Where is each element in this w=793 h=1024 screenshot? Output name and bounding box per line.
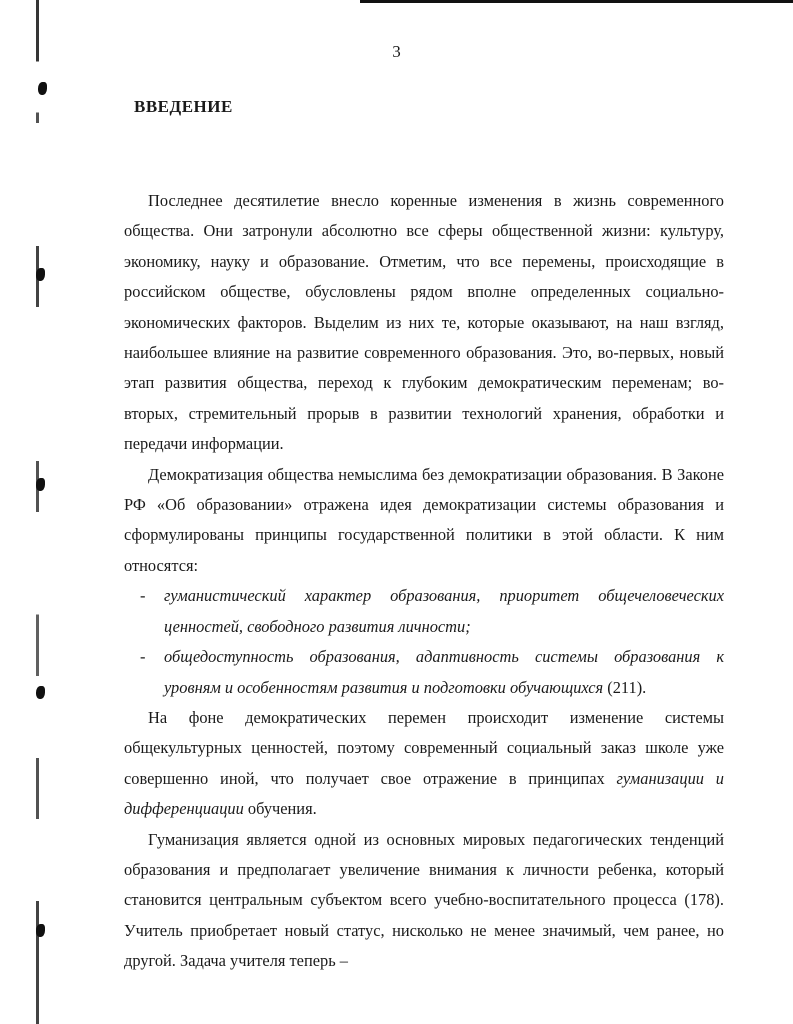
scan-blot bbox=[36, 924, 45, 937]
list-item bbox=[124, 581, 724, 642]
list-dash: - bbox=[140, 586, 146, 606]
scan-edge-left bbox=[36, 0, 39, 1024]
list-item bbox=[124, 642, 724, 703]
paragraph-italic: гуманизации и дифференциации bbox=[124, 768, 724, 819]
list-item-italic: общедоступность образования, адаптивность системы образования к уровням и особенностям развития и подготовки обучающихся bbox=[164, 647, 724, 697]
scan-blot bbox=[38, 82, 47, 95]
page-number: 3 bbox=[392, 42, 401, 61]
paragraph-tail: обучения. bbox=[243, 799, 317, 819]
paragraph-lead: На фоне демократических перемен происходит изменение системы общекультурных ценностей, поэтому современный социальный заказ школе уже совершенно иной, что получает свое отражение в принципах bbox=[124, 707, 724, 788]
document-body bbox=[124, 186, 724, 977]
paragraph: Последнее десятилетие внесло коренные изменения в жизнь современного общества. Они затронули абсолютно все сферы общественной жизни: культуру, экономику, науку и образование. Отметим, что все перемены, происходящие в российском обществе, обусловлены рядом вполне определенных социально-экономических факторов. Выделим из них те, которые оказывают, на наш взгляд, наибольшее влияние на развитие современного образования. Это, во-первых, новый этап развития общества, переход к глубоким демократическим переменам; во-вторых, стремительный прорыв в развитии технологий хранения, обработки и передачи информации. bbox=[124, 191, 724, 454]
scan-blot bbox=[36, 478, 45, 491]
paragraph: Демократизация общества немыслима без демократизации образования. В Законе РФ «Об образовании» отражена идея демократизации системы образования и сформулированы принципы государственной политики в этой области. К ним относятся: bbox=[124, 464, 724, 575]
scan-blot bbox=[36, 686, 45, 699]
paragraph bbox=[124, 703, 724, 825]
scan-blot bbox=[36, 268, 45, 281]
list-dash: - bbox=[140, 647, 146, 667]
paragraph: Гуманизация является одной из основных мировых педагогических тенденций образования и предполагает увеличение внимания к личности ребенка, который становится центральным субъектом всего учебно-воспитательного процесса (178). Учитель приобретает новый статус, нисколько не менее значимый, чем ранее, но другой. Задача учителя теперь – bbox=[124, 829, 724, 971]
list-item-citation: (211). bbox=[603, 677, 647, 697]
scan-edge-top bbox=[360, 0, 793, 3]
page-title: ВВЕДЕНИЕ bbox=[134, 97, 233, 116]
principles-list bbox=[124, 581, 724, 703]
list-item-italic: гуманистический характер образования, приоритет общечеловеческих ценностей, свободного развития личности; bbox=[164, 586, 724, 636]
